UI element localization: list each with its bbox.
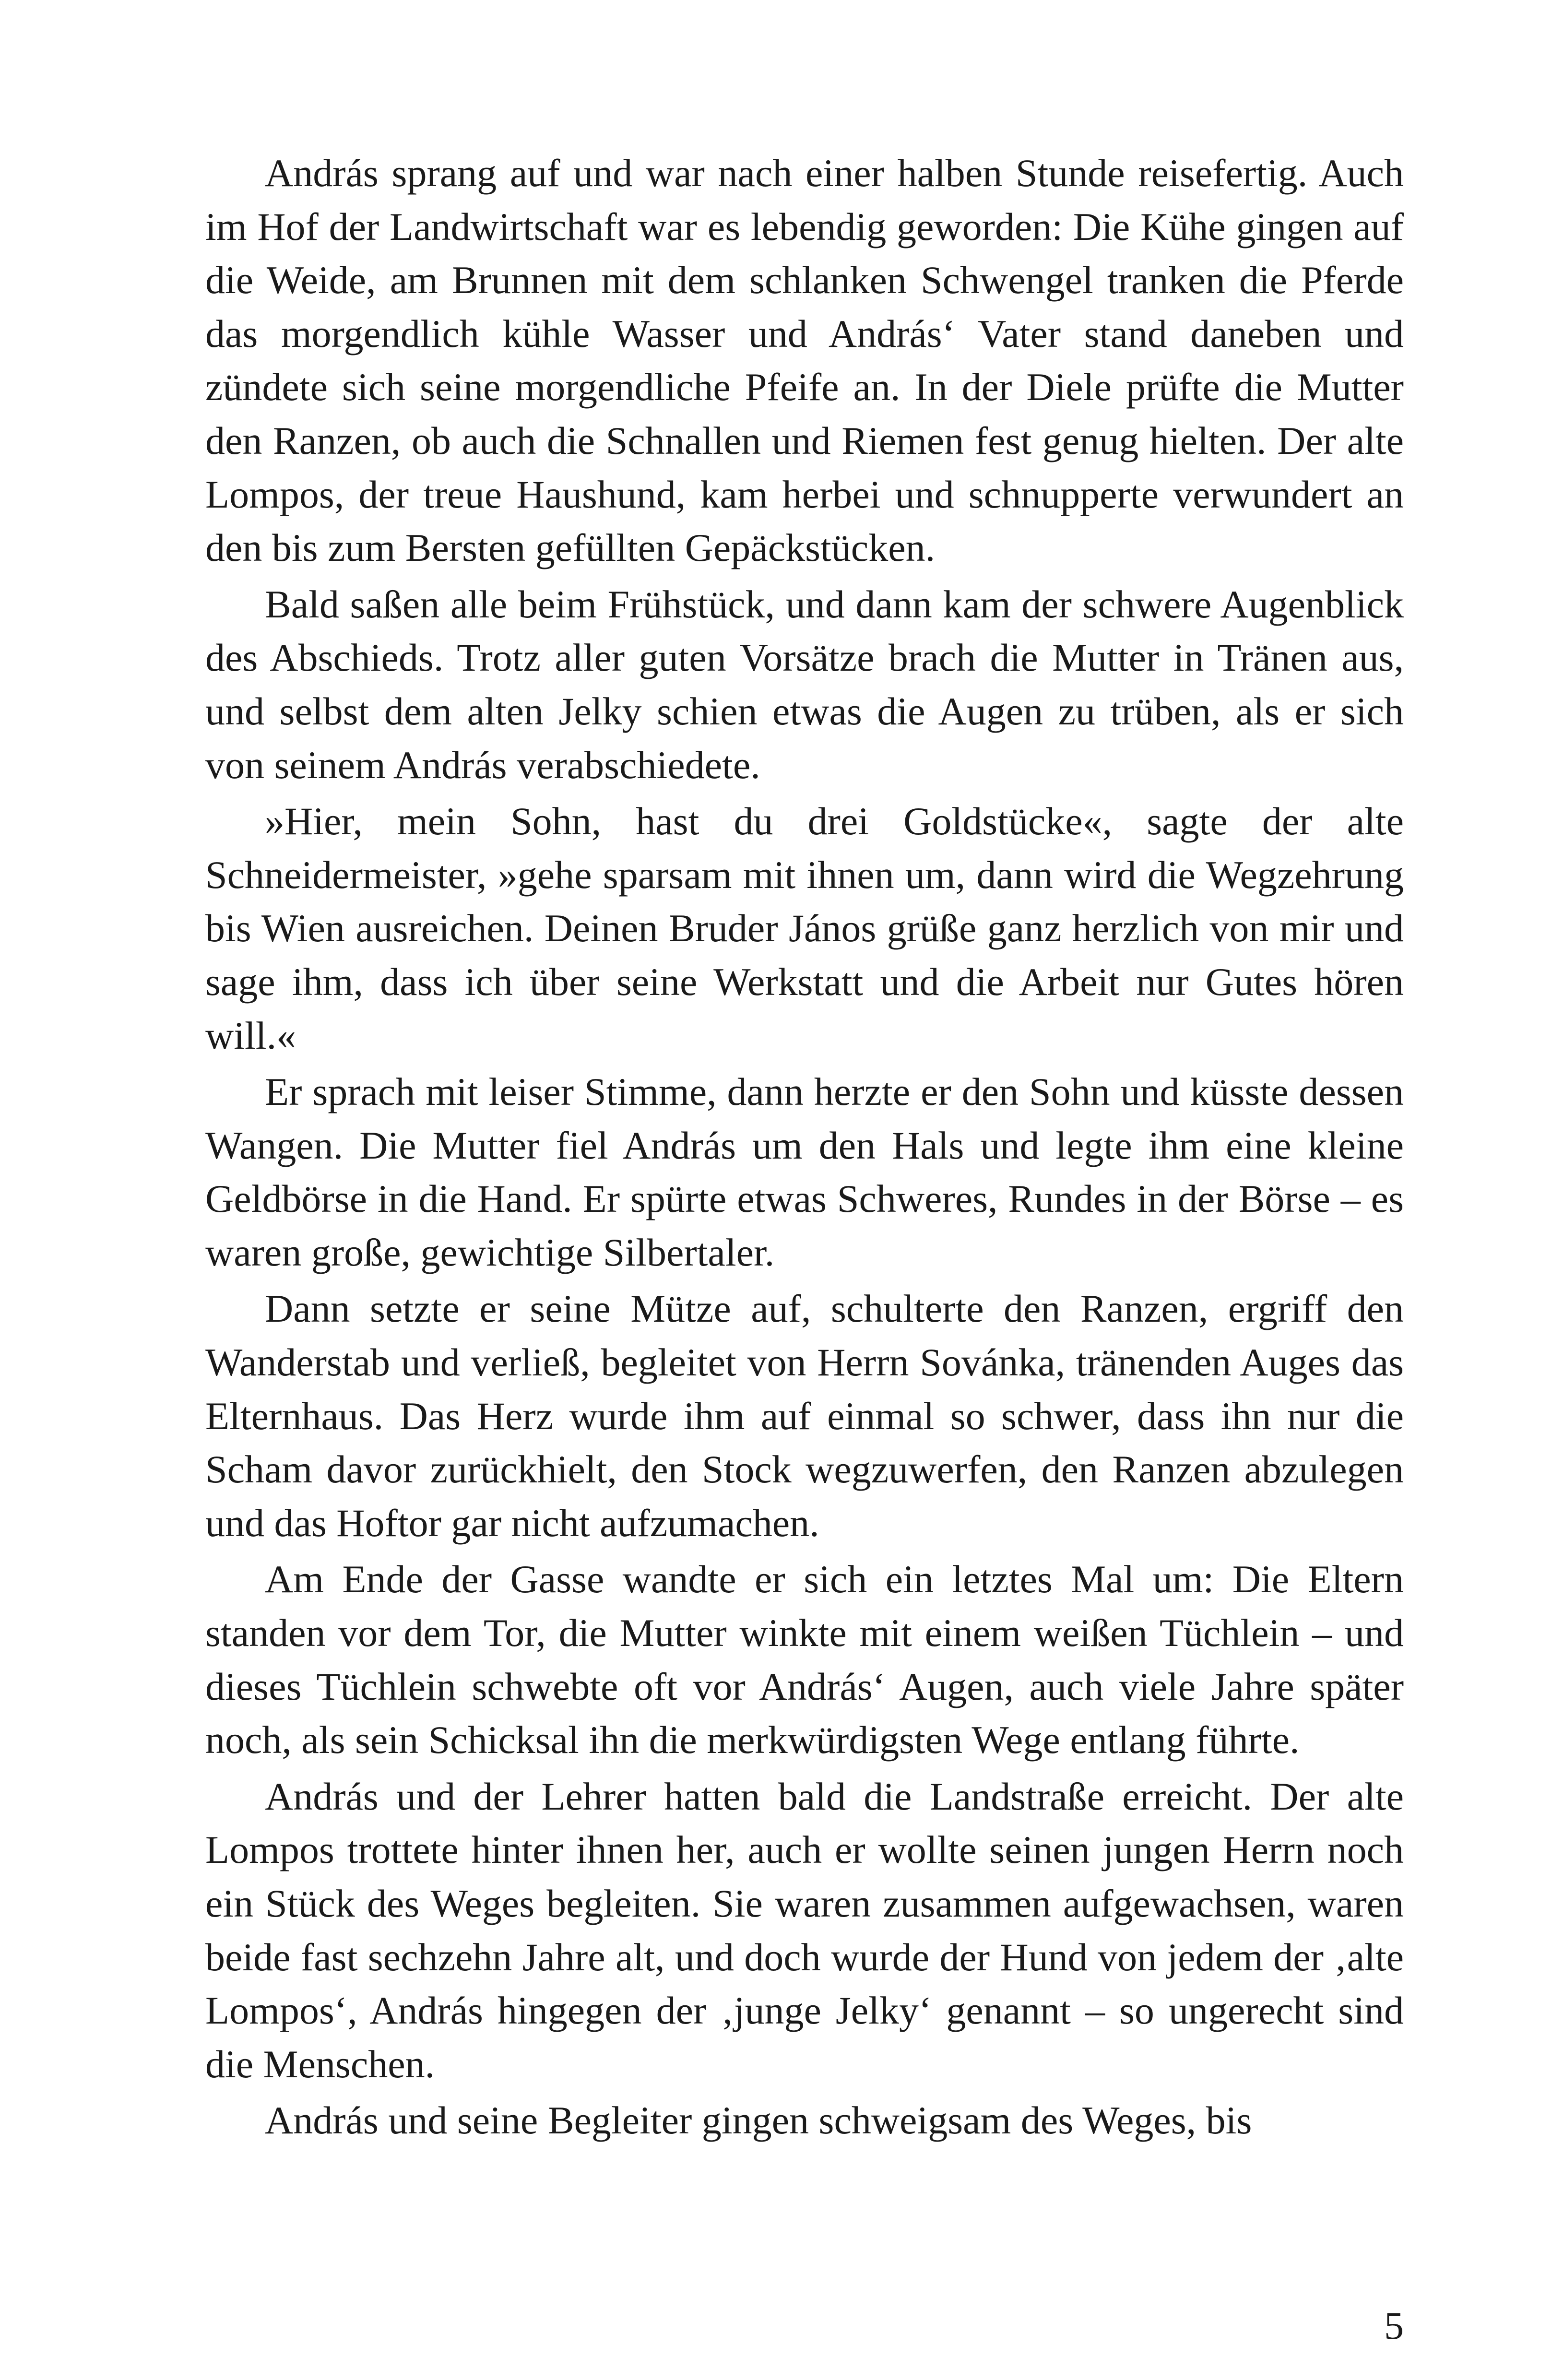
paragraph-7: András und der Lehrer hatten bald die Landstraße erreicht. Der alte Lompos trottete hinter ihnen her, auch er wollte seinen jungen Herrn noch ein Stück des Weges begleiten. Sie waren zusammen aufgewachsen, waren beide fast sechzehn Jahre alt, und doch wurde der Hund von jedem der ‚alte Lompos‘, András hingegen der ‚junge Jelky‘ genannt – so ungerecht sind die Menschen. bbox=[205, 1774, 1404, 2086]
paragraph-1: András sprang auf und war nach einer halben Stunde reisefertig. Auch im Hof der Landwirtschaft war es lebendig geworden: Die Kühe gingen auf die Weide, am Brunnen mit dem schlanken Schwengel tranken die Pferde das morgendlich kühle Wasser und András‘ Vater stand daneben und zündete sich seine morgendliche Pfeife an. In der Diele prüfte die Mutter den Ranzen, ob auch die Schnallen und Riemen fest genug hielten. Der alte Lompos, der treue Haushund, kam herbei und schnupperte verwundert an den bis zum Bersten gefüllten Gepäckstücken. bbox=[205, 151, 1404, 570]
paragraph-4: Er sprach mit leiser Stimme, dann herzte er den Sohn und küsste dessen Wangen. Die Mutter fiel András um den Hals und legte ihm eine kleine Geldbörse in die Hand. Er spürte etwas Schweres, Rundes in der Börse – es waren große, gewichtige Silbertaler. bbox=[205, 1070, 1404, 1274]
paragraph-2: Bald saßen alle beim Frühstück, und dann kam der schwere Augenblick des Abschieds. Trotz aller guten Vorsätze brach die Mutter in Tränen aus, und selbst dem alten Jelky schien etwas die Augen zu trüben, als er sich von seinem András verabschiedete. bbox=[205, 582, 1404, 787]
paragraph-6: Am Ende der Gasse wandte er sich ein letztes Mal um: Die Eltern standen vor dem Tor, die Mutter winkte mit einem weißen Tüchlein – und dieses Tüchlein schwebte oft vor András‘ Augen, auch viele Jahre später noch, als sein Schicksal ihn die merkwürdigsten Wege entlang führte. bbox=[205, 1557, 1404, 1762]
page-number: 5 bbox=[1384, 2304, 1404, 2347]
paragraph-5: Dann setzte er seine Mütze auf, schulterte den Ranzen, ergriff den Wanderstab und verließ, begleitet von Herrn Sovánka, tränenden Auges das Elternhaus. Das Herz wurde ihm auf einmal so schwer, dass ihn nur die Scham davor zurückhielt, den Stock wegzuwerfen, den Ranzen abzulegen und das Hoftor gar nicht aufzumachen. bbox=[205, 1287, 1404, 1545]
paragraph-8: András und seine Begleiter gingen schweigsam des Weges, bis bbox=[265, 2098, 1252, 2143]
paragraph-3: »Hier, mein Sohn, hast du drei Goldstücke«, sagte der alte Schneidermeister, »gehe sparsam mit ihnen um, dann wird die Wegzehrung bis Wien ausreichen. Deinen Bruder János grüße ganz herzlich von mir und sage ihm, dass ich über seine Werkstatt und die Arbeit nur Gutes hören will.« bbox=[205, 799, 1404, 1057]
body-text bbox=[205, 146, 1404, 2147]
